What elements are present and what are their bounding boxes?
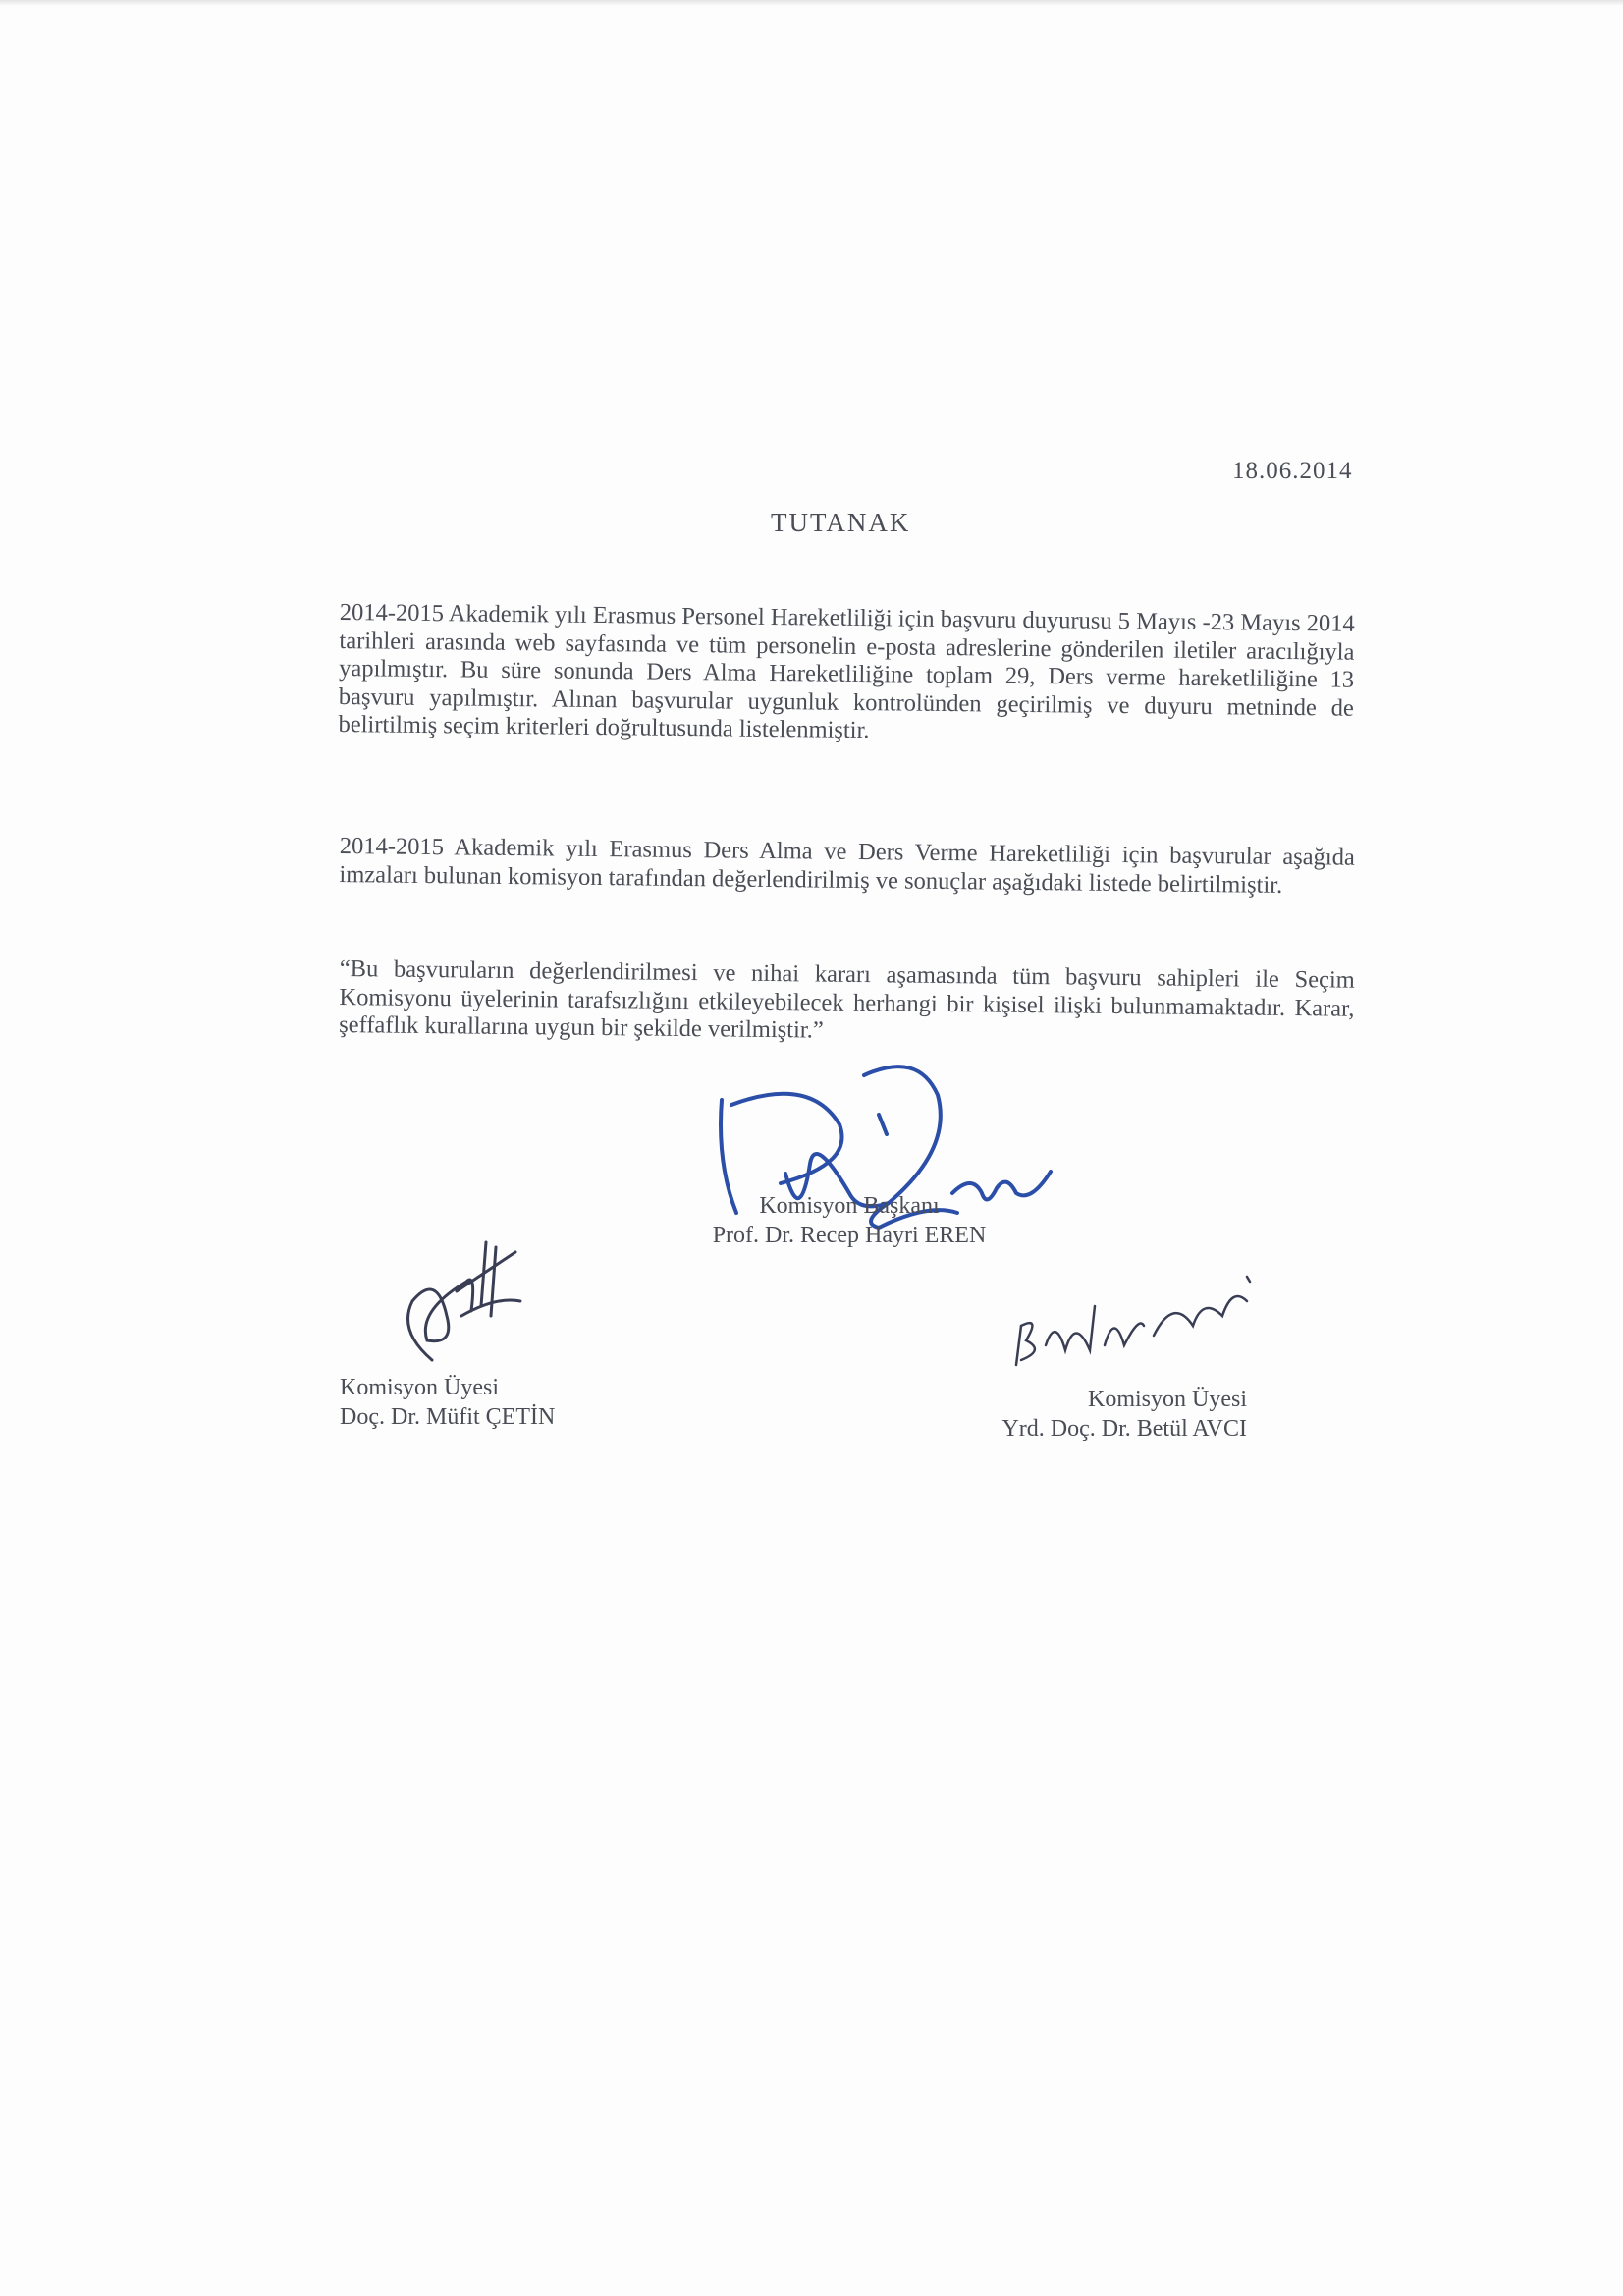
left-member-signature-icon (378, 1223, 545, 1380)
paragraph-evaluation: 2014-2015 Akademik yılı Erasmus Ders Alma ve Ders Verme Hareketliliği için başvurular aşağıda imzaları bulunan komisyon tarafından değerlendirilmiş ve sonuçlar aşağıdaki listede belirtilmiştir. (339, 833, 1355, 899)
paragraph-impartiality: “Bu başvuruların değerlendirilmesi ve nihai kararı aşamasında tüm başvuru sahipleri ile Seçim Komisyonu üyelerinin tarafsızlığını etkileyebilecek herhangi bir kişisel ilişki bulunmamaktadır. Karar, şeffaflık kurallarına uygun bir şekilde verilmiştir.” (339, 956, 1355, 1044)
chair-name: Prof. Dr. Recep Hayri EREN (712, 1223, 987, 1248)
document-title: TUTANAK (771, 508, 911, 537)
left-member-name: Doç. Dr. Müfit ÇETİN (340, 1404, 556, 1430)
chair-signature-block (687, 1191, 1011, 1250)
left-member-role: Komisyon Üyesi (340, 1375, 499, 1400)
document-date: 18.06.2014 (1232, 458, 1353, 484)
right-member-role: Komisyon Üyesi (1088, 1387, 1247, 1412)
chair-role: Komisyon Başkanı (759, 1193, 940, 1219)
left-member-signature-block (340, 1373, 555, 1432)
right-member-signature-block (962, 1385, 1247, 1444)
right-member-name: Yrd. Doç. Dr. Betül AVCI (1001, 1416, 1247, 1442)
right-member-signature-icon (997, 1257, 1291, 1394)
scan-top-edge (0, 0, 1623, 6)
paragraph-announcement: 2014-2015 Akademik yılı Erasmus Personel Hareketliliği için başvuru duyurusu 5 Mayıs -23 Mayıs 2014 tarihleri arasında web sayfasında ve tüm personelin e-posta adreslerine gönderilen iletiler aracılığıyla yapılmıştır. Bu süre sonunda Ders Alma Hareketliliğine toplam 29, Ders verme hareketliliğine 13 başvuru yapılmıştır. Alınan başvurular uygunluk kontrolünden geçirilmiş ve duyuru metninde de belirtilmiş seçim kriterleri doğrultusunda listelenmiştir. (338, 599, 1355, 744)
